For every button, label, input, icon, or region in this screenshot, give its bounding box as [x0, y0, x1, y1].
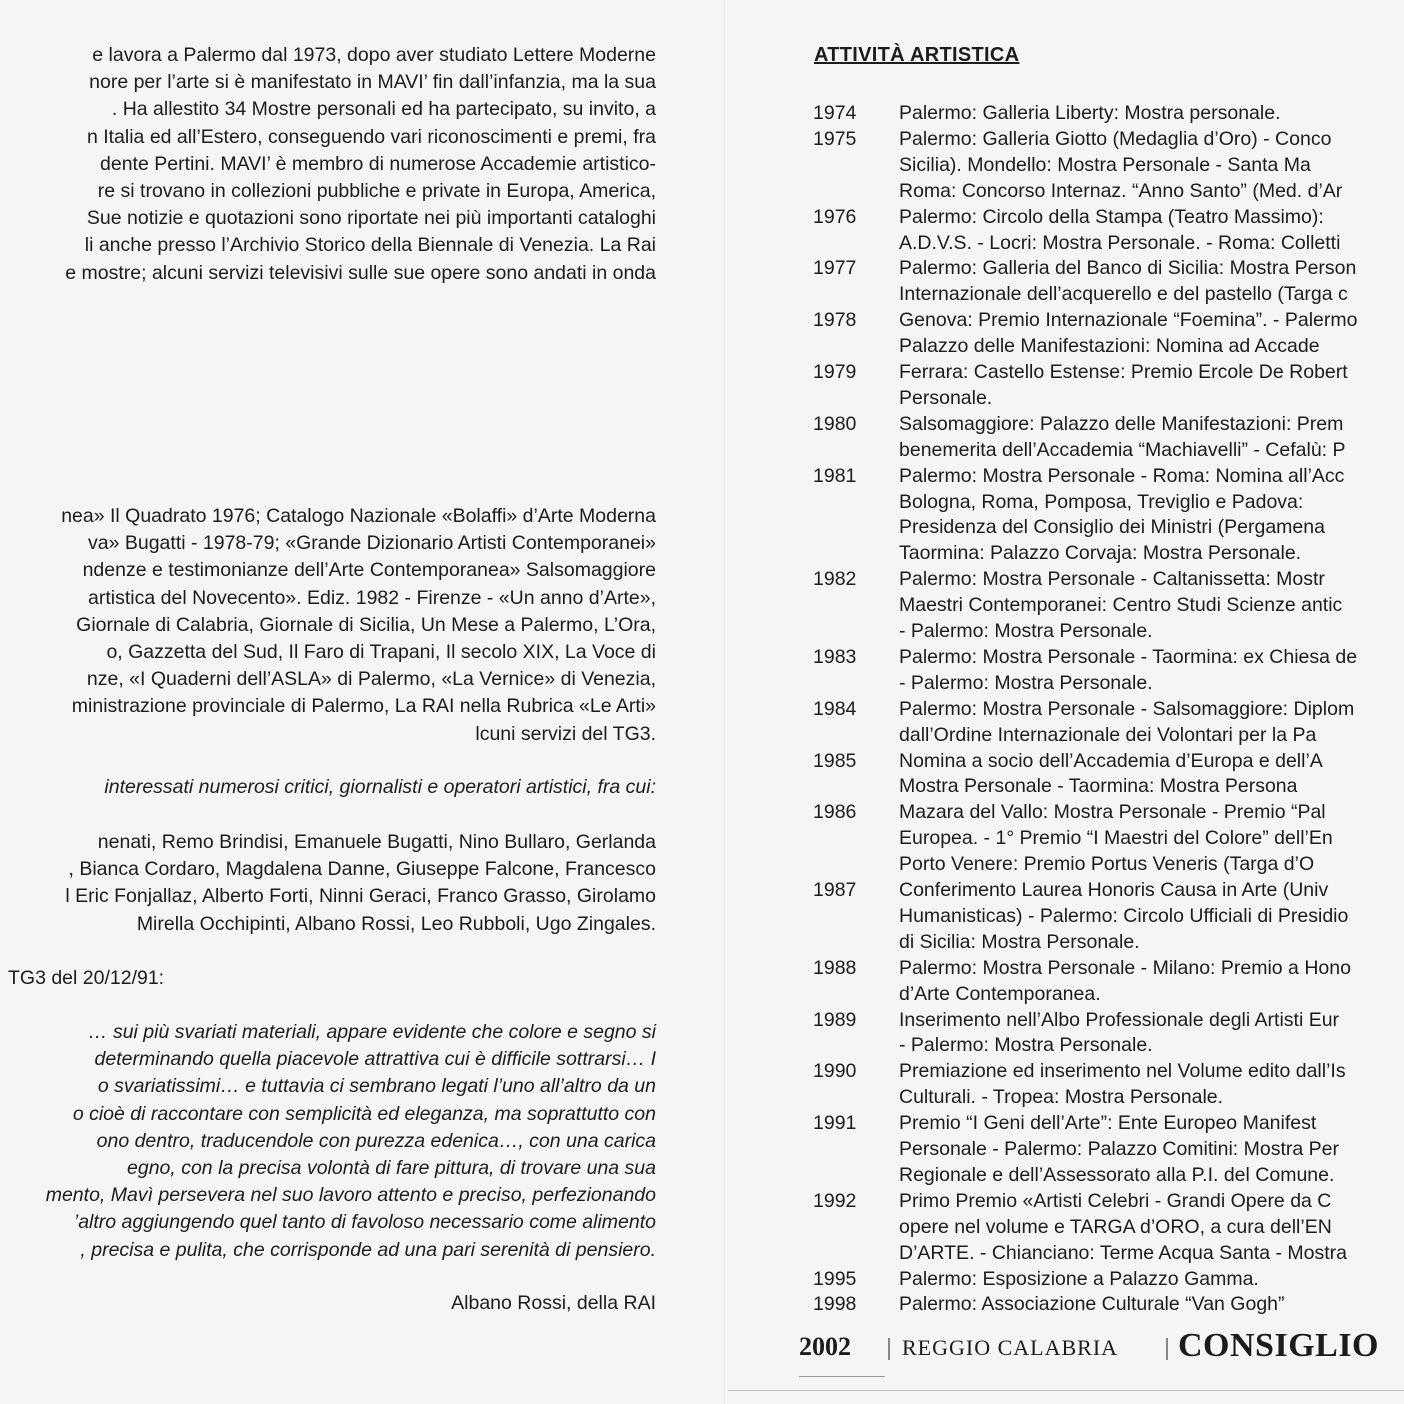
quote-line: egno, con la precisa volontà di fare pittura, di trovare una sua: [127, 1157, 656, 1179]
activity-text: Premiazione ed inserimento nel Volume edito dall’Is: [899, 1060, 1346, 1083]
activity-year: 1991: [813, 1112, 857, 1135]
activity-text: Internazionale dell’acquerello e del pastello (Targa c: [899, 283, 1348, 306]
tg3-label: TG3 del 20/12/91:: [8, 967, 165, 989]
quote-line: , precisa e pulita, che corrisponde ad una pari serenità di pensiero.: [80, 1238, 656, 1261]
activity-text: A.D.V.S. - Locri: Mostra Personale. - Roma: Colletti: [899, 231, 1341, 254]
catalog-line: nea» Il Quadrato 1976; Catalogo Nazionale «Bolaffi» d’Arte Moderna: [61, 505, 656, 527]
activity-text: d’Arte Contemporanea.: [899, 982, 1101, 1005]
activity-text: Inserimento nell’Albo Professionale degli Artisti Eur: [899, 1008, 1340, 1031]
activity-text: Palermo: Associazione Culturale “Van Gogh”: [899, 1293, 1285, 1316]
critics-line: Mirella Occhipinti, Albano Rossi, Leo Rubboli, Ugo Zingales.: [136, 912, 656, 935]
catalog-line: ndenze e testimonianze dell’Arte Contemporanea» Salsomaggiore: [82, 559, 656, 582]
activity-year: 1976: [813, 205, 857, 228]
activity-text: Palermo: Mostra Personale - Salsomaggiore: Diplom: [899, 697, 1355, 720]
catalog-line: nze, «I Quaderni dell’ASLA» di Palermo, «La Vernice» di Venezia,: [86, 668, 656, 691]
activity-year: 1998: [813, 1293, 857, 1316]
activity-text: Personale - Palermo: Palazzo Comitini: Mostra Per: [899, 1138, 1339, 1160]
activity-year: 1975: [813, 127, 857, 150]
activity-text: Sicilia). Mondello: Mostra Personale - Santa Ma: [899, 153, 1311, 176]
footer-underline: [799, 1376, 885, 1377]
quote-line: o cioè di raccontare con semplicità ed eleganza, ma soprattutto con: [72, 1102, 656, 1125]
activity-text: Presidenza del Consiglio dei Ministri (Pergamena: [899, 516, 1325, 539]
activity-year: 1990: [813, 1060, 857, 1083]
activity-text: Personale.: [899, 386, 993, 409]
activity-text: Taormina: Palazzo Corvaja: Mostra Personale.: [899, 542, 1302, 565]
activity-year: 1985: [813, 749, 857, 772]
activity-year: 1974: [813, 102, 857, 124]
activity-text: Conferimento Laurea Honoris Causa in Arte (Univ: [899, 879, 1329, 901]
activity-text: Palazzo delle Manifestazioni: Nomina ad Accade: [899, 335, 1320, 358]
activity-year: 1987: [813, 879, 857, 901]
activity-text: opere nel volume e TARGA d’ORO, a cura dell’EN: [899, 1215, 1332, 1238]
activity-year: 1980: [813, 412, 857, 435]
activity-year: 1983: [813, 645, 857, 668]
footer-year: 2002: [799, 1332, 851, 1361]
activity-text: Porto Venere: Premio Portus Veneris (Targa d’O: [899, 853, 1315, 876]
catalog-line: artistica del Novecento». Ediz. 1982 - Firenze - «Un anno d’Arte»,: [88, 586, 656, 609]
activity-text: Primo Premio «Artisti Celebri - Grandi Opere da C: [899, 1189, 1332, 1212]
activity-text: Nomina a socio dell’Accademia d’Europa e dell’A: [899, 749, 1323, 772]
activity-text: Palermo: Galleria Liberty: Mostra personale.: [899, 102, 1281, 124]
activity-text: Maestri Contemporanei: Centro Studi Scienze antic: [899, 594, 1343, 617]
activity-text: Genova: Premio Internazionale “Foemina”. - Palermo: [899, 309, 1358, 332]
activity-year: 1981: [813, 464, 857, 487]
activity-text: Europea. - 1° Premio “I Maestri del Colore” dell’En: [899, 827, 1333, 850]
catalog-line: ministrazione provinciale di Palermo, La RAI nella Rubrica «Le Arti»: [71, 695, 656, 718]
activity-year: 1992: [813, 1189, 857, 1212]
bio-line: li anche presso l’Archivio Storico della Biennale di Venezia. La Rai: [84, 234, 656, 257]
bio-line: re si trovano in collezioni pubbliche e private in Europa, America,: [97, 180, 656, 202]
footer-divider: [888, 1338, 890, 1360]
activity-text: Regionale e dell’Assessorato alla P.I. del Comune.: [899, 1163, 1335, 1186]
activity-year: 1989: [813, 1008, 857, 1031]
catalog-line: lcuni servizi del TG3.: [475, 722, 656, 745]
activity-text: - Palermo: Mostra Personale.: [899, 620, 1153, 642]
activity-text: benemerita dell’Accademia “Machiavelli” - Cefalù: P: [899, 438, 1346, 461]
quote-line: o svariatissimi… e tuttavia ci sembrano legati l’uno all’altro da un: [97, 1075, 656, 1098]
activity-year: 1982: [813, 568, 857, 591]
section-heading: ATTIVITÀ ARTISTICA: [814, 44, 1020, 66]
activity-text: Salsomaggiore: Palazzo delle Manifestazioni: Prem: [899, 412, 1344, 435]
footer-divider: [1166, 1338, 1168, 1360]
catalog-line: o, Gazzetta del Sud, Il Faro di Trapani, Il secolo XIX, La Voce di: [106, 641, 656, 663]
activity-year: 1995: [813, 1267, 857, 1290]
quote-signature: Albano Rossi, della RAI: [451, 1292, 656, 1314]
activity-text: dall’Ordine Internazionale dei Volontari per la Pa: [899, 723, 1317, 746]
activity-text: di Sicilia: Mostra Personale.: [899, 930, 1140, 953]
bio-line: Sue notizie e quotazioni sono riportate nei più importanti cataloghi: [86, 207, 656, 230]
catalog-line: Giornale di Calabria, Giornale di Sicilia, Un Mese a Palermo, L’Ora,: [76, 613, 656, 636]
activity-text: Palermo: Mostra Personale - Roma: Nomina all’Acc: [899, 464, 1345, 487]
activity-text: Culturali. - Tropea: Mostra Personale.: [899, 1086, 1224, 1109]
bottom-rule: [728, 1390, 1404, 1391]
bio-line: . Ha allestito 34 Mostre personali ed ha partecipato, su invito, a: [111, 98, 656, 121]
quote-line: ono dentro, traducendole con purezza edenica…, con una carica: [96, 1129, 656, 1152]
activity-text: Palermo: Circolo della Stampa (Teatro Massimo):: [899, 205, 1324, 228]
quote-line: … sui più svariati materiali, appare evidente che colore e segno si: [88, 1021, 656, 1043]
activity-text: Roma: Concorso Internaz. “Anno Santo” (Med. d’Ar: [899, 179, 1343, 202]
activity-text: - Palermo: Mostra Personale.: [899, 1034, 1153, 1057]
activity-text: D’ARTE. - Chianciano: Terme Acqua Santa - Mostra: [899, 1241, 1347, 1264]
activity-text: Palermo: Galleria Giotto (Medaglia d’Oro) - Conco: [899, 127, 1332, 150]
activity-text: Humanisticas) - Palermo: Circolo Ufficiali di Presidio: [899, 904, 1349, 927]
footer-city: REGGIO CALABRIA: [902, 1335, 1119, 1360]
bio-line: nore per l’arte si è manifestato in MAVI’ fin dall’infanzia, ma la sua: [89, 71, 656, 94]
critics-line: nenati, Remo Brindisi, Emanuele Bugatti, Nino Bullaro, Gerlanda: [97, 831, 656, 853]
activity-year: 1978: [813, 309, 857, 332]
activity-text: Mazara del Vallo: Mostra Personale - Premio “Pal: [899, 801, 1326, 824]
activity-year: 1984: [813, 697, 857, 720]
activity-text: - Palermo: Mostra Personale.: [899, 671, 1153, 694]
activity-text: Palermo: Mostra Personale - Caltanissetta: Mostr: [899, 568, 1325, 591]
quote-line: determinando quella piacevole attrattiva cui è difficile sottrarsi… I: [94, 1048, 656, 1071]
activity-text: Palermo: Esposizione a Palazzo Gamma.: [899, 1267, 1259, 1290]
activity-text: Palermo: Galleria del Banco di Sicilia: Mostra Person: [899, 257, 1357, 280]
bio-line: e mostre; alcuni servizi televisivi sulle sue opere sono andati in onda: [65, 261, 656, 284]
footer-council: CONSIGLIO: [1178, 1327, 1379, 1364]
quote-line: mento, Mavì persevera nel suo lavoro attento e preciso, perfezionando: [45, 1184, 656, 1207]
critics-intro: interessati numerosi critici, giornalisti e operatori artistici, fra cui:: [104, 776, 656, 798]
activity-year: 1979: [813, 361, 857, 383]
critics-line: , Bianca Cordaro, Magdalena Danne, Giuseppe Falcone, Francesco: [68, 858, 656, 881]
quote-line: ’altro aggiungendo quel tanto di favoloso necessario come alimento: [73, 1211, 656, 1234]
activity-text: Ferrara: Castello Estense: Premio Ercole De Robert: [899, 361, 1348, 383]
activity-text: Palermo: Mostra Personale - Milano: Premio a Hono: [899, 956, 1351, 979]
activity-text: Premio “I Geni dell’Arte”: Ente Europeo Manifest: [899, 1112, 1317, 1135]
activity-text: Palermo: Mostra Personale - Taormina: ex Chiesa de: [899, 645, 1358, 668]
activity-text: Bologna, Roma, Pomposa, Treviglio e Padova:: [899, 490, 1304, 513]
activity-text: Mostra Personale - Taormina: Mostra Persona: [899, 775, 1298, 798]
activity-year: 1977: [813, 257, 857, 280]
activity-year: 1988: [813, 956, 857, 979]
activity-year: 1986: [813, 801, 857, 824]
catalog-line: va» Bugatti - 1978-79; «Grande Dizionario Artisti Contemporanei»: [88, 532, 656, 555]
bio-line: n Italia ed all’Estero, conseguendo vari riconoscimenti e premi, fra: [86, 125, 656, 148]
bio-line: dente Pertini. MAVI’ è membro di numerose Accademie artistico-: [100, 152, 656, 175]
bio-line: e lavora a Palermo dal 1973, dopo aver studiato Lettere Moderne: [92, 44, 656, 66]
critics-line: l Eric Fonjallaz, Alberto Forti, Ninni Geraci, Franco Grasso, Girolamo: [65, 885, 656, 908]
